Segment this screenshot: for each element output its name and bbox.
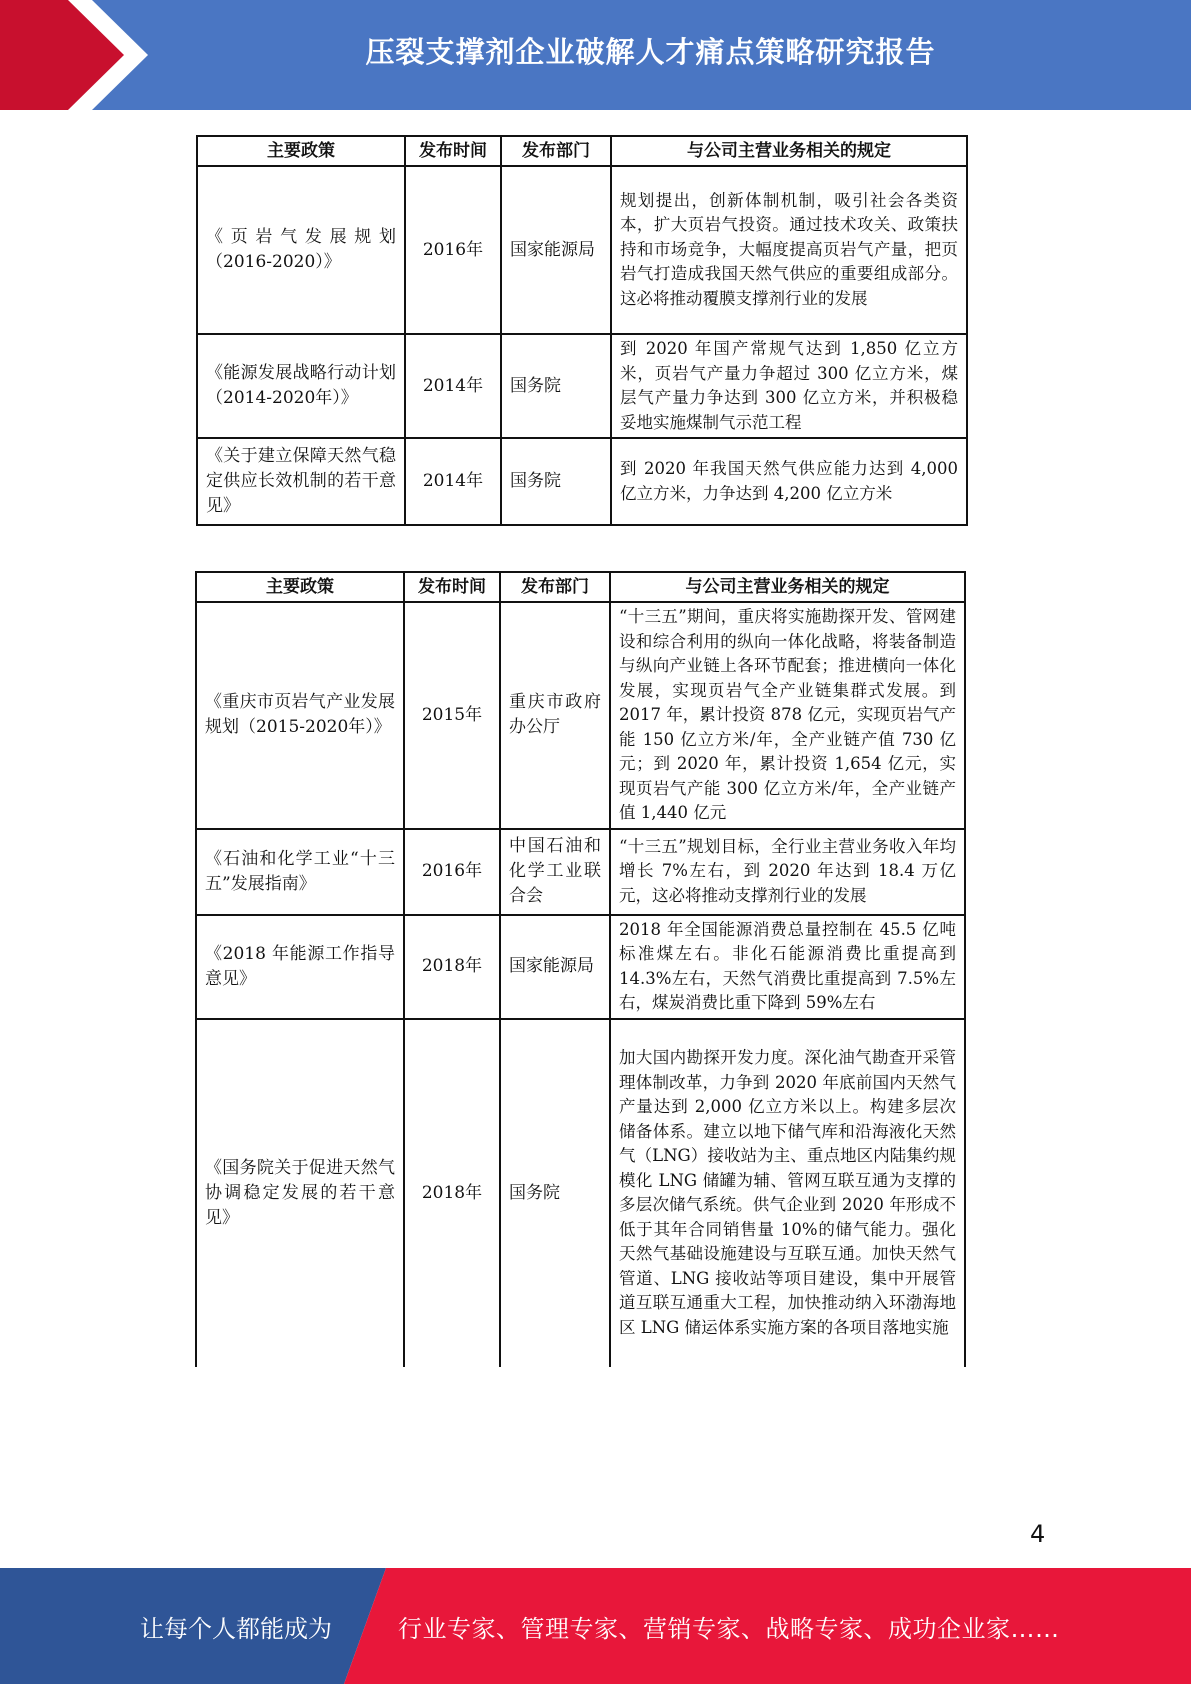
policy-dept: 国务院 bbox=[501, 334, 611, 438]
policy-date: 2014年 bbox=[405, 438, 501, 525]
policy-dept: 国务院 bbox=[501, 438, 611, 525]
footer-slogan-right: 行业专家、管理专家、营销专家、战略专家、成功企业家…… bbox=[398, 1614, 1060, 1643]
report-title: 压裂支撑剂企业破解人才痛点策略研究报告 bbox=[365, 34, 936, 69]
policy-rule: 加大国内勘探开发力度。深化油气勘查开采管理体制改革，力争到 2020 年底前国内天然气产量达到 2,000 亿立方米以上。构建多层次储备体系。建立以地下储气库和沿海液化天然气（LNG）接收站为主、重点地区内陆集约规模化 LNG 储罐为辅、管网互联互通为支撑的多层次储气系统。供气企业到 2020 年形成不低于其年合同销售量 10%的储气能力。强化天然气基础设施建设与互联互通。加快天然气管道、LNG 接收站等项目建设，集中开展管道互联互通重大工程，加快推动纳入环渤海地区 LNG 储运体系实施方案的各项目落地实施 bbox=[610, 1019, 965, 1367]
policy-rule: 到 2020 年我国天然气供应能力达到 4,000 亿立方米，力争达到 4,200 亿立方米 bbox=[611, 438, 967, 525]
policy-table-2 bbox=[195, 571, 966, 1367]
policy-date: 2014年 bbox=[405, 334, 501, 438]
header-arrow-icon bbox=[0, 0, 150, 110]
footer-slogan-left: 让每个人都能成为 bbox=[140, 1614, 332, 1643]
policy-table-1 bbox=[196, 135, 968, 526]
policy-date: 2018年 bbox=[404, 915, 500, 1019]
table-row bbox=[196, 1019, 965, 1367]
page-footer bbox=[0, 1568, 1191, 1684]
policy-dept: 中国石油和化学工业联合会 bbox=[500, 829, 610, 915]
table-row bbox=[196, 829, 965, 915]
policy-rule: “十三五”规划目标，全行业主营业务收入年均增长 7%左右，到 2020 年达到 18.4 万亿元，这必将推动支撑剂行业的发展 bbox=[610, 829, 965, 915]
page-header bbox=[0, 0, 1191, 110]
table-header-row bbox=[197, 136, 967, 166]
header-rule: 与公司主营业务相关的规定 bbox=[610, 572, 965, 602]
policy-name: 《2018 年能源工作指导意见》 bbox=[196, 915, 404, 1019]
header-date: 发布时间 bbox=[404, 572, 500, 602]
policy-rule: “十三五”期间，重庆将实施勘探开发、管网建设和综合利用的纵向一体化战略，将装备制造与纵向产业链上各环节配套；推进横向一体化发展，实现页岩气全产业链集群式发展。到 2017 年，累计投资 878 亿元，实现页岩气产能 150 亿立方米/年，全产业链产值 730 亿元；到 2020 年，累计投资 1,654 亿元，实现页岩气产能 300 亿立方米/年，全产业链产值 1,440 亿元 bbox=[610, 602, 965, 829]
header-policy: 主要政策 bbox=[196, 572, 404, 602]
policy-dept: 重庆市政府办公厅 bbox=[500, 602, 610, 829]
policy-rule: 到 2020 年国产常规气达到 1,850 亿立方米，页岩气产量力争超过 300 亿立方米，煤层气产量力争达到 300 亿立方米，并积极稳妥地实施煤制气示范工程 bbox=[611, 334, 967, 438]
policy-dept: 国家能源局 bbox=[500, 915, 610, 1019]
policy-rule: 规划提出，创新体制机制，吸引社会各类资本，扩大页岩气投资。通过技术攻关、政策扶持和市场竞争，大幅度提高页岩气产量，把页岩气打造成我国天然气供应的重要组成部分。这必将推动覆膜支撑剂行业的发展 bbox=[611, 166, 967, 334]
table-header-row bbox=[196, 572, 965, 602]
policy-date: 2018年 bbox=[404, 1019, 500, 1367]
page-number: 4 bbox=[1030, 1520, 1046, 1548]
table-row bbox=[196, 915, 965, 1019]
header-dept: 发布部门 bbox=[500, 572, 610, 602]
header-date: 发布时间 bbox=[405, 136, 501, 166]
table-row bbox=[197, 438, 967, 525]
policy-date: 2015年 bbox=[404, 602, 500, 829]
table-row bbox=[196, 602, 965, 829]
policy-date: 2016年 bbox=[405, 166, 501, 334]
policy-name: 《页岩气发展规划（2016-2020）》 bbox=[197, 166, 405, 334]
policy-date: 2016年 bbox=[404, 829, 500, 915]
policy-dept: 国家能源局 bbox=[501, 166, 611, 334]
policy-name: 《国务院关于促进天然气协调稳定发展的若干意见》 bbox=[196, 1019, 404, 1367]
table-row bbox=[197, 166, 967, 334]
policy-dept: 国务院 bbox=[500, 1019, 610, 1367]
header-dept: 发布部门 bbox=[501, 136, 611, 166]
policy-name: 《关于建立保障天然气稳定供应长效机制的若干意见》 bbox=[197, 438, 405, 525]
header-rule: 与公司主营业务相关的规定 bbox=[611, 136, 967, 166]
policy-name: 《石油和化学工业“十三五”发展指南》 bbox=[196, 829, 404, 915]
header-policy: 主要政策 bbox=[197, 136, 405, 166]
policy-name: 《能源发展战略行动计划（2014-2020年）》 bbox=[197, 334, 405, 438]
table-row bbox=[197, 334, 967, 438]
policy-rule: 2018 年全国能源消费总量控制在 45.5 亿吨标准煤左右。非化石能源消费比重提高到 14.3%左右，天然气消费比重提高到 7.5%左右，煤炭消费比重下降到 59%左右 bbox=[610, 915, 965, 1019]
policy-name: 《重庆市页岩气产业发展规划（2015-2020年）》 bbox=[196, 602, 404, 829]
